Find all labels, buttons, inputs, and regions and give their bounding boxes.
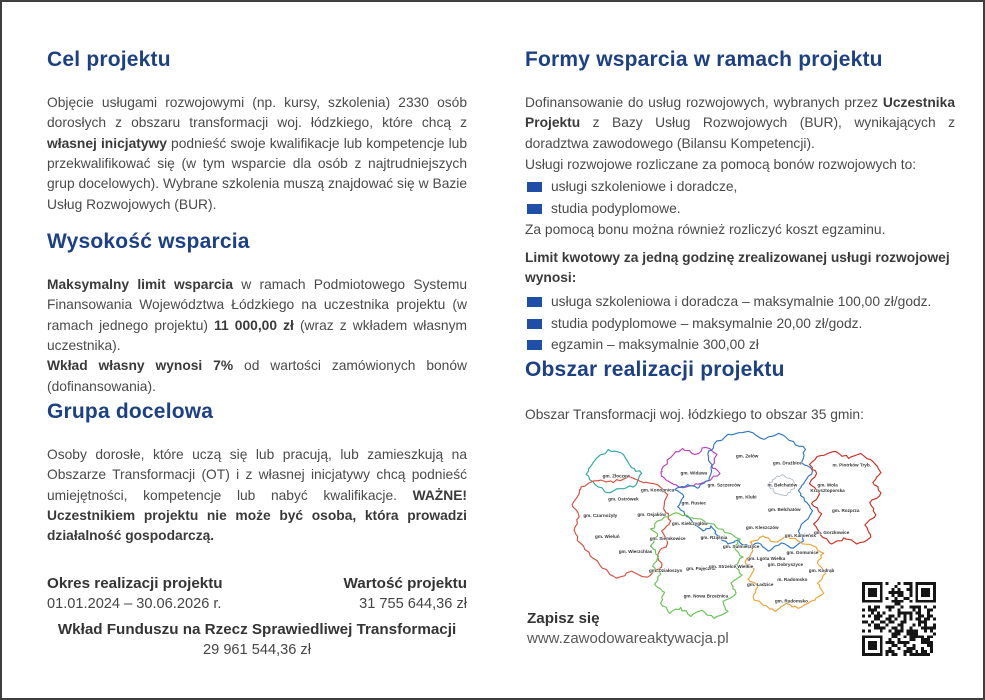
map-label: gm. Kleszczów <box>745 524 779 530</box>
map-label: gm. Radomsko <box>774 598 808 604</box>
bullet-item <box>525 314 955 334</box>
text-bold-segment: 11 000,00 zł <box>214 317 294 333</box>
map-label: gm. Konopnica <box>640 487 675 493</box>
map-label: gm. Wieluń <box>595 533 620 539</box>
map-label: gm. Złoczew <box>602 473 631 479</box>
section-obszar-realizacji <box>525 358 955 425</box>
map-label: gm. Rusiec <box>681 500 707 506</box>
bullet-item <box>525 177 955 197</box>
map-label: gm. Osjaków <box>637 511 666 517</box>
fundusz-label: Wkład Funduszu na Rzecz Sprawiedliwej Transformacji <box>57 621 457 638</box>
fundusz-value: 29 961 544,36 zł <box>203 641 311 658</box>
text-segment: z Bazy Usług Rozwojowych (BUR), wynikających z doradztwa zawodowego (Bilansu Kompetencji). <box>525 115 955 151</box>
map-label: gm. Ostrówek <box>608 496 639 502</box>
map-label: gm. Siemkowice <box>649 535 686 541</box>
section-formy-wsparcia <box>525 48 955 241</box>
map-label: gm. Rozprza <box>831 507 860 513</box>
map-label: gm. Lgota Wielka <box>747 556 786 562</box>
map-region-outline <box>586 449 641 492</box>
okres-realizacji-block <box>47 574 223 614</box>
map-label: gm. Kamieńsk <box>784 532 817 538</box>
text-bold-segment: Uczestnika Projektu <box>525 95 955 131</box>
text-bold-segment: WAŻNE! Uczestnikiem projektu nie może być osoba, która prowadzi działalność gospodarczą. <box>47 487 467 544</box>
map-label: gm. Strzelce Wielkie <box>708 564 754 570</box>
section-limit-kwotowy <box>525 248 955 357</box>
map-label: gm. Gorzkowice <box>813 529 850 535</box>
map-label: gm. Zelów <box>735 453 759 459</box>
project-meta-row <box>47 574 467 614</box>
text-segment: Dofinansowanie do usług rozwojowych, wybranych przez <box>525 95 883 111</box>
bullet-item-label: usługa szkoleniowa i doradcza – maksymalnie 100,00 zł/godz. <box>551 294 932 309</box>
limit-kwotowy-heading: Limit kwotowy za jedną godzinę zrealizowanej usługi rozwojowej wynosi: <box>525 250 950 285</box>
map-label: gm. Kluki <box>735 494 757 500</box>
signup-block <box>527 610 827 647</box>
text-segment: podnieść swoje kwalifikacje lub kompetencje lub przekwalifikować się (w tym wsparcie dla osób z najtrudniejszych grup docelowych). Wybrane szkolenia muszą znajdować się w Bazie Usług Rozwojowych (BUR). <box>47 135 468 212</box>
map-label: gm. Bełchatów <box>768 506 801 512</box>
paragraph-maksymalny-limit <box>47 275 467 356</box>
paragraph-wklad-wlasny <box>47 356 467 397</box>
map-label: gm. Widawa <box>680 470 708 476</box>
bullet-square-icon <box>527 319 542 329</box>
bullet-list-uslugi <box>525 177 955 218</box>
map-label: gm. Sulmierzyce <box>722 544 760 550</box>
okres-realizacji-value: 01.01.2024 – 30.06.2026 r. <box>47 595 222 612</box>
map-label: gm. Nowa Brzeźnica <box>683 593 729 599</box>
map-label: gm. Kiełczygłów <box>671 520 708 526</box>
heading-grupa-docelowa: Grupa docelowa <box>47 400 214 423</box>
okres-realizacji-label: Okres realizacji projektu <box>47 575 223 592</box>
map-label: gm. Pajęczno <box>686 566 716 572</box>
wartosc-projektu-value: 31 755 644,36 zł <box>359 595 467 612</box>
bullet-square-icon <box>527 204 542 214</box>
map-label: gm. Szczerców <box>707 482 741 488</box>
qr-code <box>862 582 936 656</box>
map-label: gm. Rząśnia <box>700 534 728 540</box>
text-segment: Osoby dorosłe, które uczą się lub pracują, lub zamieszkują na Obszarze Transformacji (OT) i z własnej inicjatywy chcą podnieść umiejętności, kompetencje lub nabyć kwalifikacje. <box>47 447 467 503</box>
signup-url-link[interactable]: www.zawodowareaktywacja.pl <box>527 630 729 647</box>
signup-label: Zapisz się <box>527 610 600 627</box>
bullet-item <box>525 292 955 312</box>
section-wysokosc-wsparcia <box>47 230 467 397</box>
bullet-square-icon <box>527 182 542 192</box>
heading-cel-projektu: Cel projektu <box>47 48 171 71</box>
map-label: m. Bełchatów <box>767 482 798 488</box>
map-label: gm. Czarnożyły <box>583 512 618 518</box>
text-segment: (wraz z wkładem własnym uczestnika). <box>47 317 467 353</box>
map-label: gm. Dobryszyce <box>767 562 804 568</box>
map-label: gm. Kodrąb <box>808 568 835 574</box>
bullet-item-label: usługi szkoleniowe i doradcze, <box>551 179 738 195</box>
paragraph-grupa-docelowa <box>47 445 467 546</box>
text-segment: w ramach Podmiotowego Systemu Finansowania Województwa Łódzkiego na uczestnika projektu (w ramach jednego projektu) <box>47 277 467 333</box>
heading-obszar-realizacji: Obszar realizacji projektu <box>525 358 785 381</box>
text-bold-segment: Wkład własny wynosi 7% <box>47 358 234 374</box>
map-label: gm. Wola Krzysztoporska <box>810 482 845 493</box>
section-grupa-docelowa <box>47 400 467 547</box>
bullet-item-label: egzamin – maksymalnie 300,00 zł <box>551 337 759 353</box>
heading-formy-wsparcia: Formy wsparcia w ramach projektu <box>525 48 883 71</box>
map-label: m. Radomsko <box>777 577 808 583</box>
bullet-item-label: studia podyplomowe. <box>551 200 681 216</box>
paragraph-dofinansowanie <box>525 93 955 154</box>
map-label: gm. Działoszyn <box>649 568 683 574</box>
map-label: gm. Wierzchlas <box>618 549 653 555</box>
text-bold-segment: własnej inicjatywy <box>47 135 167 151</box>
bullet-square-icon <box>527 340 542 350</box>
text-segment: od wartości zamówionych bonów (dofinansowania). <box>47 358 467 394</box>
map-label: gm. Drużbice <box>772 460 802 466</box>
bullet-square-icon <box>527 297 542 307</box>
text-bold-segment: Maksymalny limit wsparcia <box>47 277 234 293</box>
map-label: gm. Ładzice <box>747 582 774 588</box>
line-egzamin: Za pomocą bonu można również rozliczyć koszt egzaminu. <box>525 222 886 238</box>
heading-wysokosc-wsparcia: Wysokość wsparcia <box>47 230 250 253</box>
bullet-item <box>525 335 955 355</box>
wartosc-projektu-label: Wartość projektu <box>343 575 467 592</box>
bullet-item <box>525 199 955 219</box>
wartosc-projektu-block <box>344 574 468 614</box>
section-cel-projektu <box>47 48 467 215</box>
map-label: gm. Gomunice <box>786 550 819 556</box>
obszar-intro: Obszar Transformacji woj. łódzkiego to obszar 35 gmin: <box>525 407 864 423</box>
paragraph-cel-projektu <box>47 93 467 215</box>
bullet-item-label: studia podyplomowe – maksymalnie 20,00 zł/godz. <box>551 315 863 331</box>
bullet-list-limity <box>525 292 955 355</box>
map-label: m. Piotrków Tryb. <box>832 462 871 468</box>
line-bony: Usługi rozwojowe rozliczane za pomocą bonów rozwojowych to: <box>525 156 917 172</box>
text-segment: Objęcie usługami rozwojowymi (np. kursy, szkolenia) 2330 osób dorosłych z obszaru transformacji woj. łódzkiego, które chcą z <box>47 95 467 131</box>
fundusz-block <box>47 620 467 660</box>
